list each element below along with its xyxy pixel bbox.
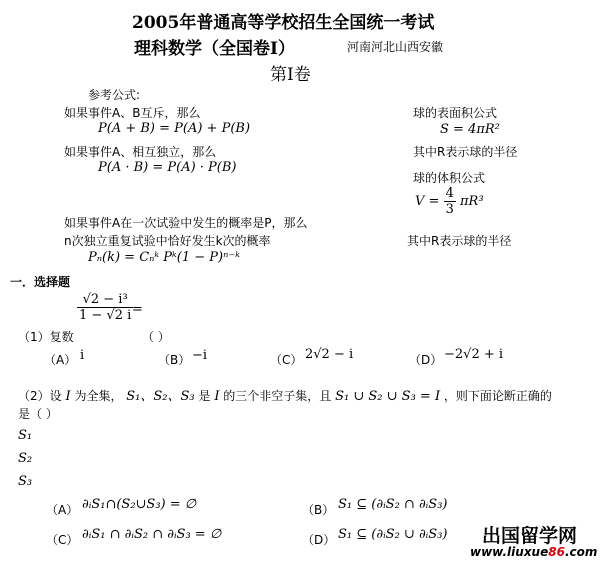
exclusive-text: 如果事件A、B互斥，那么 [64,106,201,120]
watermark-url [470,545,597,559]
watermark-brand: 出国留学网 [482,525,578,547]
volume-text: 球的体积公式 [413,171,486,185]
q1-option-d-value: −2√2 + i [444,347,504,362]
q1-equals: = [132,302,143,317]
q2-stray-s1: S₁ [18,428,33,443]
watermark-url-a: www.liuxue [470,545,549,559]
q2-option-a-value: ∂ᵢS₁∩(S₂∪S₃) = ∅ [82,497,197,512]
q1-option-c-value: 2√2 − i [305,347,354,362]
q2-option-c-label: （C） [46,533,79,547]
q1-fraction [77,292,133,323]
q2-text-d: 的三个非空子集，且 [223,389,332,403]
volume-fraction [444,186,456,217]
q1-blank: （ ） [142,330,170,344]
q2-option-a-label: （A） [46,503,79,517]
part-title: 第Ⅰ卷 [270,65,311,85]
q2-sets: S₁、S₂、S₃ [126,389,195,404]
volume-formula [415,186,484,217]
radius-note-1: 其中R表示球的半径 [413,145,518,159]
q1-option-a-value: i [80,348,85,363]
q1-option-b-label: （B） [158,353,191,367]
q2-option-b-label: （B） [302,503,335,517]
q2-option-c-value: ∂ᵢS₁ ∩ ∂ᵢS₂ ∩ ∂ᵢS₃ = ∅ [82,527,222,542]
radius-note-2: 其中R表示球的半径 [407,234,512,248]
formulas-heading: 参考公式: [88,88,141,102]
q1-option-c-label: （C） [270,353,303,367]
volume-denominator: 3 [445,202,454,217]
q2-union: S₁ ∪ S₂ ∪ S₃ = I [335,389,441,404]
q2-text-c: 是 [198,389,211,403]
volume-lhs: V = [415,194,440,209]
exam-subtitle: 理科数学（全国卷Ⅰ） [134,39,295,59]
q2-text-e: ，则下面论断正确的 [443,389,552,403]
q1-denominator: 1 − √2 i [79,308,132,323]
q2-stray-s2: S₂ [18,451,33,466]
q2-stray-s3: S₃ [18,474,33,489]
surface-formula: S = 4πR² [440,122,500,137]
q2-text-a: （2）设 [18,389,62,403]
q1-numerator: √2 − i³ [77,292,133,308]
q2-text-b: 为全集， [74,389,123,403]
q2-stem [18,385,552,404]
q1-frac [77,292,133,323]
independent-text: 如果事件A、相互独立，那么 [64,145,217,159]
volume-rhs: πR³ [459,194,484,209]
q1-option-a-label: （A） [44,353,77,367]
q1-option-d-label: （D） [409,353,443,367]
binomial-text-1: 如果事件A在一次试验中发生的概率是P，那么 [64,216,308,230]
q2-text-f: 是（ ） [18,407,58,421]
independent-formula: P(A · B) = P(A) · P(B) [98,160,237,175]
q2-universal-set-2: I [214,389,220,404]
section-title: 一．选择题 [10,275,71,289]
binomial-text-2: n次独立重复试验中恰好发生k次的概率 [64,234,271,248]
q2-universal-set: I [65,389,71,404]
exclusive-formula: P(A + B) = P(A) + P(B) [98,121,251,136]
watermark-url-b: 86 [548,545,565,559]
binomial-formula: Pₙ(k) = Cₙᵏ Pᵏ(1 − P)ⁿ⁻ᵏ [88,250,240,265]
volume-numerator: 4 [445,186,454,201]
q2-option-b-value: S₁ ⊆ (∂ᵢS₂ ∩ ∂ᵢS₃) [338,497,448,512]
q2-option-d-value: S₁ ⊆ (∂ᵢS₂ ∪ ∂ᵢS₃) [338,527,448,542]
q1-option-b-value: −i [192,348,208,363]
q2-option-d-label: （D） [302,533,336,547]
surface-text: 球的表面积公式 [413,106,498,120]
watermark-url-c: .com [564,545,598,559]
q1-prefix: （1）复数 [18,330,74,344]
exam-title: 2005年普通高等学校招生全国统一考试 [132,13,435,33]
exam-regions: 河南河北山西安徽 [347,40,444,54]
